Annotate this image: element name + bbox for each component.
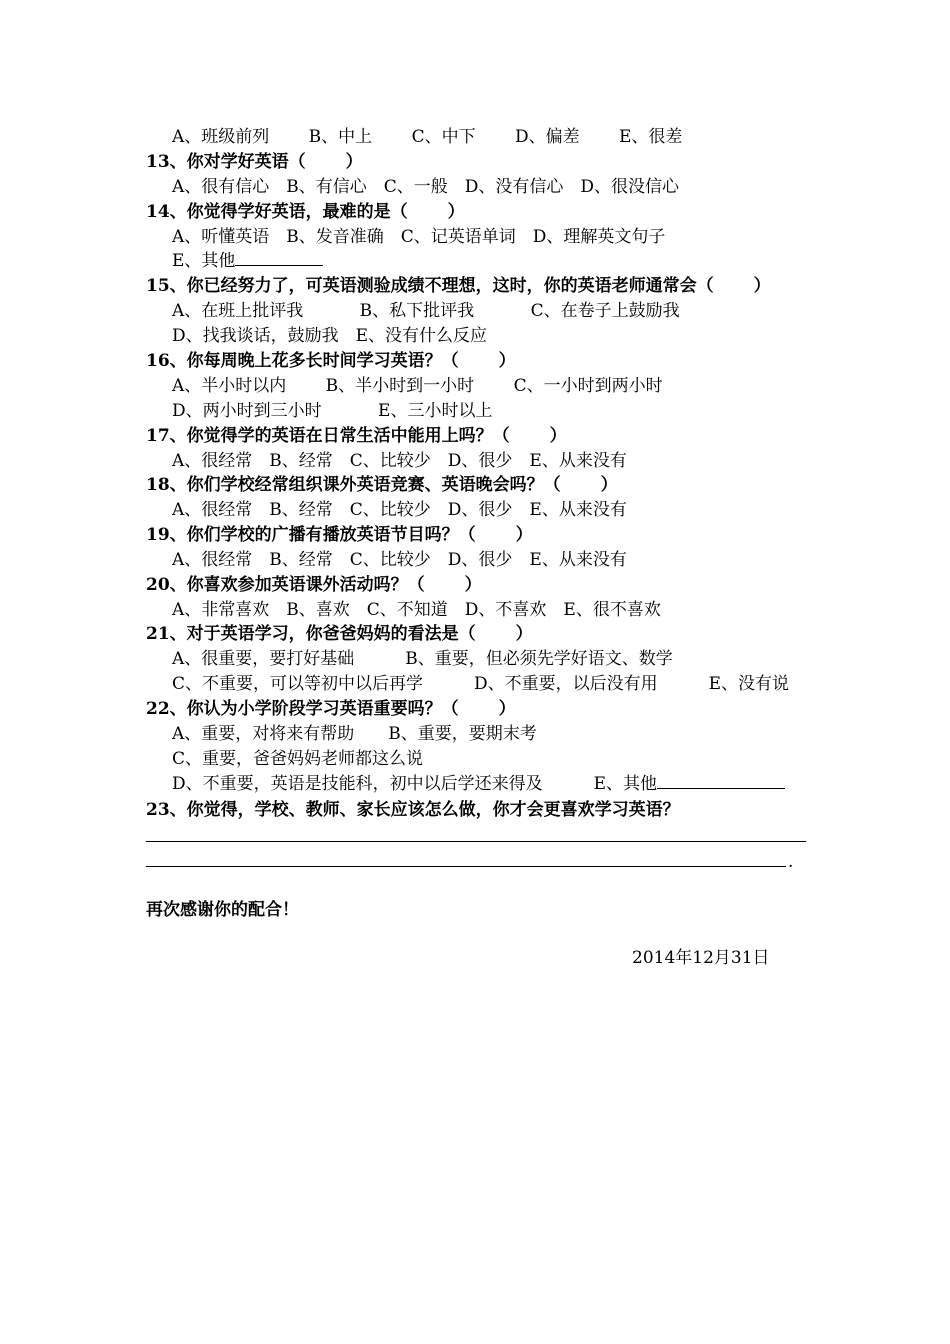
q22-option-d-e: D、不重要，英语是技能科，初中以后学还来得及 E、其他 bbox=[172, 774, 658, 794]
q15-options-2: D、找我谈话，鼓励我 E、没有什么反应 bbox=[172, 326, 488, 346]
q23-answer-line-1[interactable] bbox=[146, 841, 806, 842]
q19-options: A、很经常 B、经常 C、比较少 D、很少 E、从来没有 bbox=[172, 550, 627, 570]
q23-answer-line-2[interactable] bbox=[146, 866, 786, 867]
q14-title: 14、你觉得学好英语，最难的是（ ） bbox=[146, 202, 465, 222]
q16-title: 16、你每周晚上花多长时间学习英语？（ ） bbox=[146, 351, 516, 371]
q14-other-blank[interactable] bbox=[235, 249, 323, 266]
q13-options: A、很有信心 B、有信心 C、一般 D、没有信心 D、很没信心 bbox=[172, 177, 680, 197]
q22-title: 22、你认为小学阶段学习英语重要吗？（ ） bbox=[146, 699, 516, 719]
q22-options-3 bbox=[172, 772, 785, 796]
q19-title: 19、你们学校的广播有播放英语节目吗？（ ） bbox=[146, 525, 533, 545]
thanks-note: 再次感谢你的配合！ bbox=[146, 900, 299, 920]
q17-options: A、很经常 B、经常 C、比较少 D、很少 E、从来没有 bbox=[172, 451, 627, 471]
q13-title: 13、你对学好英语（ ） bbox=[146, 152, 363, 172]
end-dot: . bbox=[788, 852, 794, 872]
q20-title: 20、你喜欢参加英语课外活动吗？（ ） bbox=[146, 575, 482, 595]
q14-options-2 bbox=[172, 249, 323, 273]
q16-options-2: D、两小时到三小时 E、三小时以上 bbox=[172, 401, 493, 421]
q16-options: A、半小时以内 B、半小时到一小时 C、一小时到两小时 bbox=[172, 376, 663, 396]
q21-options: A、很重要，要打好基础 B、重要，但必须先学好语文、数学 bbox=[172, 649, 673, 669]
q15-options: A、在班上批评我 B、私下批评我 C、在卷子上鼓励我 bbox=[172, 301, 680, 321]
survey-date: 2014年12月31日 bbox=[632, 948, 770, 968]
q22-other-blank[interactable] bbox=[657, 772, 785, 789]
q23-title: 23、你觉得，学校、教师、家长应该怎么做，你才会更喜欢学习英语？ bbox=[146, 800, 680, 820]
q14-options: A、听懂英语 B、发音准确 C、记英语单词 D、理解英文句子 bbox=[172, 227, 666, 247]
q21-options-2: C、不重要，可以等初中以后再学 D、不重要，以后没有用 E、没有说 bbox=[172, 674, 790, 694]
q15-title: 15、你已经努力了，可英语测验成绩不理想，这时，你的英语老师通常会（ ） bbox=[146, 276, 771, 296]
q18-options: A、很经常 B、经常 C、比较少 D、很少 E、从来没有 bbox=[172, 500, 627, 520]
q20-options: A、非常喜欢 B、喜欢 C、不知道 D、不喜欢 E、很不喜欢 bbox=[172, 600, 661, 620]
q17-title: 17、你觉得学的英语在日常生活中能用上吗？（ ） bbox=[146, 426, 567, 446]
q21-title: 21、对于英语学习，你爸爸妈妈的看法是（ ） bbox=[146, 624, 533, 644]
q14-other-label: E、其他 bbox=[172, 251, 236, 271]
q22-options: A、重要，对将来有帮助 B、重要，要期末考 bbox=[172, 724, 537, 744]
q12-options: A、班级前列 B、中上 C、中下 D、偏差 E、很差 bbox=[172, 127, 683, 147]
q22-options-2: C、重要，爸爸妈妈老师都这么说 bbox=[172, 749, 424, 769]
q18-title: 18、你们学校经常组织课外英语竞赛、英语晚会吗？（ ） bbox=[146, 475, 618, 495]
